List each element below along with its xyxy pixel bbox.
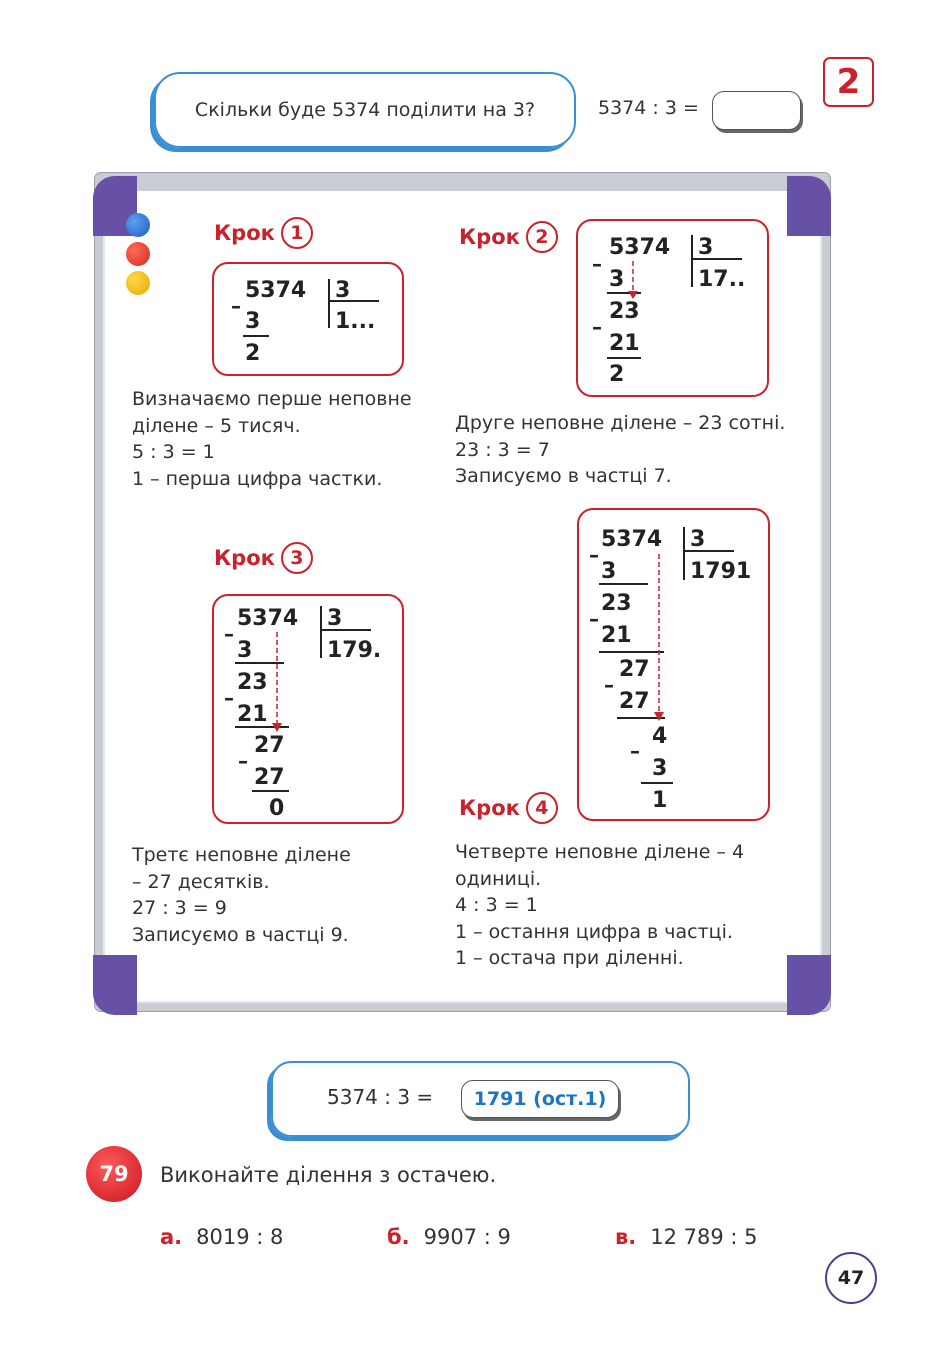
result-answer-box: 1791 (ост.1)	[461, 1080, 619, 1118]
divisor: 3	[327, 606, 343, 631]
subtrahend: 3	[245, 309, 261, 334]
result-equation: 5374 : 3 =	[327, 1085, 434, 1109]
question-text: Скільки буде 5374 поділити на 3?	[194, 99, 536, 121]
partial-dividend: 23	[601, 591, 632, 616]
subtrahend: 21	[601, 623, 632, 648]
minus-sign: –	[224, 686, 234, 710]
divisor: 3	[335, 278, 351, 303]
quotient: 17..	[698, 267, 746, 292]
page-number: 47	[825, 1252, 877, 1304]
text-line: ділене – 5 тисяч.	[132, 414, 301, 437]
subtrahend: 3	[652, 756, 668, 781]
text-line: Визначаємо перше неповне	[132, 388, 412, 410]
text-line: 5 : 3 = 1	[132, 441, 215, 463]
minus-sign: –	[589, 543, 599, 567]
exercise-c	[615, 1225, 758, 1249]
text-line: одиниці.	[455, 867, 542, 890]
task-number-badge: 79	[86, 1146, 142, 1202]
text-line: 4 : 3 = 1	[455, 894, 538, 916]
step-word: Крок	[459, 225, 520, 249]
minus-sign: –	[630, 739, 640, 763]
chapter-badge: 2	[823, 57, 874, 107]
subtrahend: 3	[609, 267, 625, 292]
minus-sign: –	[592, 252, 602, 276]
step-2-explanation	[455, 410, 785, 490]
exercise-expression: 8019 : 8	[196, 1225, 284, 1249]
minus-sign: –	[224, 622, 234, 646]
remainder: 1	[652, 788, 668, 813]
dividend: 5374	[601, 527, 663, 552]
step-1-calculation	[212, 262, 404, 376]
subtrahend: 3	[601, 559, 617, 584]
step-number: 3	[281, 542, 313, 574]
step-4-label	[459, 792, 558, 824]
yellow-magnet-icon	[126, 271, 150, 295]
minus-sign: –	[592, 315, 602, 339]
board-corner	[787, 955, 831, 1015]
partial-dividend: 23	[609, 299, 640, 324]
remainder: 0	[269, 796, 285, 821]
remainder: 2	[609, 362, 625, 387]
partial-dividend: 23	[237, 670, 268, 695]
minus-sign: –	[589, 607, 599, 631]
step-3-calculation	[212, 594, 404, 824]
exercise-b	[387, 1225, 511, 1249]
dividend: 5374	[245, 278, 307, 303]
remainder: 2	[245, 341, 261, 366]
step-2-label	[459, 221, 558, 253]
text-line: – 27 десятків.	[132, 870, 270, 893]
exercise-expression: 12 789 : 5	[650, 1225, 758, 1249]
subtrahend: 21	[237, 702, 268, 727]
divisor: 3	[690, 527, 706, 552]
subtrahend: 27	[254, 765, 285, 790]
partial-dividend: 4	[652, 724, 668, 749]
minus-sign: –	[238, 749, 248, 773]
step-word: Крок	[214, 546, 275, 570]
exercise-label: а.	[160, 1225, 183, 1249]
subtrahend: 21	[609, 331, 640, 356]
subtrahend: 3	[237, 638, 253, 663]
quotient: 1...	[335, 309, 376, 334]
step-number: 1	[281, 217, 313, 249]
text-line: 1 – остання цифра в частці.	[455, 920, 733, 943]
minus-sign: –	[231, 294, 241, 318]
text-line: 1 – перша цифра частки.	[132, 467, 383, 490]
text-line: 23 : 3 = 7	[455, 438, 550, 461]
minus-sign: –	[604, 673, 614, 697]
step-number: 2	[526, 221, 558, 253]
text-line: Записуємо в частці 9.	[132, 923, 349, 946]
partial-dividend: 27	[619, 657, 650, 682]
board-corner	[787, 176, 831, 236]
step-4-explanation	[455, 839, 744, 972]
quotient: 1791	[690, 559, 752, 584]
step-3-label	[214, 542, 313, 574]
blue-magnet-icon	[126, 213, 150, 237]
step-2-calculation	[576, 219, 769, 397]
question-bubble	[154, 72, 576, 148]
board-corner	[93, 955, 137, 1015]
dividend: 5374	[609, 235, 671, 260]
step-word: Крок	[214, 221, 275, 245]
exercise-label: в.	[615, 1225, 637, 1249]
step-1-label	[214, 217, 313, 249]
exercise-expression: 9907 : 9	[423, 1225, 511, 1249]
step-4-calculation	[577, 508, 770, 821]
answer-input-box[interactable]	[712, 91, 801, 130]
task-instruction: Виконайте ділення з остачею.	[160, 1163, 497, 1187]
exercise-label: б.	[387, 1225, 410, 1249]
text-line: 27 : 3 = 9	[132, 897, 227, 919]
text-line: 1 – остача при діленні.	[455, 947, 684, 969]
text-line: Третє неповне ділене	[132, 844, 351, 866]
divisor: 3	[698, 235, 714, 260]
text-line: Друге неповне ділене – 23 сотні.	[455, 412, 786, 434]
red-magnet-icon	[126, 242, 150, 266]
dividend: 5374	[237, 606, 299, 631]
step-1-explanation	[132, 386, 412, 492]
step-number: 4	[526, 792, 558, 824]
partial-dividend: 27	[254, 733, 285, 758]
step-word: Крок	[459, 796, 520, 820]
subtrahend: 27	[619, 689, 650, 714]
quotient: 179.	[327, 638, 382, 663]
exercise-a	[160, 1225, 283, 1249]
text-line: Четверте неповне ділене – 4	[455, 841, 745, 863]
text-line: Записуємо в частці 7.	[455, 465, 672, 487]
step-3-explanation	[132, 842, 351, 948]
question-equation: 5374 : 3 =	[598, 97, 699, 119]
